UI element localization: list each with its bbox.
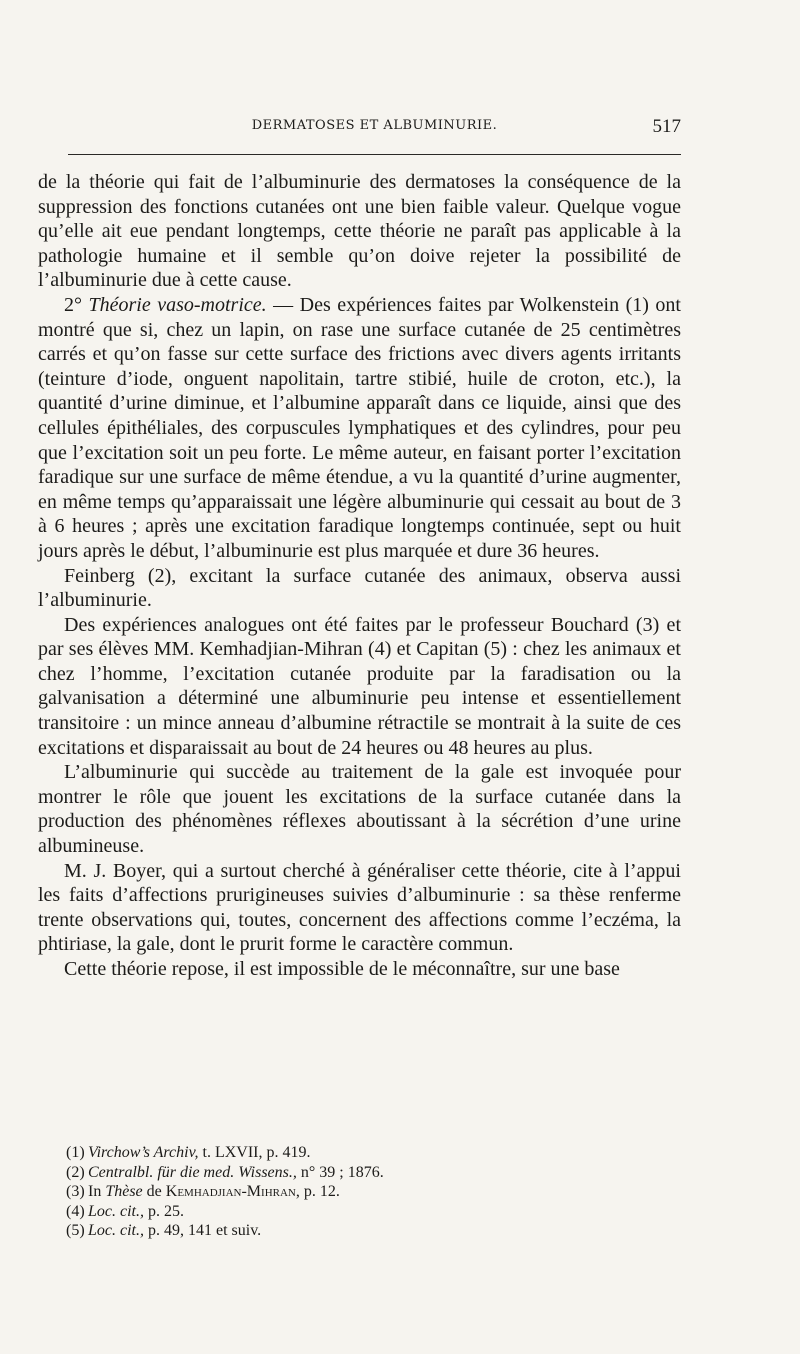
footnote-ref: , p. 12. — [295, 1183, 340, 1201]
footnote-5 — [66, 1221, 666, 1241]
footnote-3 — [66, 1182, 666, 1202]
paragraph-2-body: — Des expériences faites par Wolkenstein (1) ont montré que si, chez un lapin, on rase une surface cutanée de 25 centimètres carrés et qu’on fasse sur cette surface des frictions avec divers agents irritants (teinture d’iode, onguent napolitain, tartre stibié, huile de croton, etc.), la quantité d’urine diminue, et l’albumine apparaît dans ce liquide, ainsi que des cellules épithéliales, des corpuscules lymphatiques et des cylindres, pour peu que l’excitation soit un peu forte. Le même auteur, en faisant porter l’excitation faradique sur une surface de même étendue, a vu la quantité d’urine augmenter, en même temps qu’apparaissait une légère albuminurie qui cessait au bout de 3 à 6 heures ; après une excitation faradique longtemps continuée, sept ou huit jours après le début, l’albuminurie est plus marquée et dure 36 heures. — [38, 293, 681, 562]
footnote-mark: (4) — [66, 1202, 85, 1220]
footnote-source: Loc. cit., — [88, 1202, 144, 1220]
footnote-ref: p. 25. — [144, 1202, 184, 1220]
paragraph-7: Cette théorie repose, il est impossible de le méconnaître, sur une base — [64, 958, 620, 980]
page-number: 517 — [652, 116, 681, 137]
footnote-source: Thèse — [105, 1183, 143, 1201]
footnote-ref: n° 39 ; 1876. — [296, 1163, 384, 1181]
footnote-ref: t. LXVII, p. 419. — [198, 1144, 311, 1161]
footnote-mark: (2) — [66, 1163, 85, 1181]
running-head: DERMATOSES ET ALBUMINURIE. — [251, 118, 498, 133]
footnote-mark: (1) — [66, 1144, 85, 1161]
paragraph-1: de la théorie qui fait de l’albuminurie des dermatoses la conséquence de la suppression des fonctions cutanées ont une bien faible valeur. Quelque vogue qu’elle ait eue pendant longtemps, cette théorie ne paraît pas applicable à la pathologie humaine et il semble qu’on doive rejeter la possibilité de l’albuminurie due à cette cause. — [38, 171, 681, 292]
footnote-mid: de — [142, 1183, 166, 1201]
footnote-ref: p. 49, 141 et suiv. — [144, 1222, 262, 1240]
footnote-1 — [66, 1143, 666, 1163]
header-rule — [68, 154, 681, 155]
section-title: Théorie vaso-motrice. — [88, 293, 267, 316]
main-text — [38, 170, 681, 982]
footnote-4 — [66, 1202, 666, 1222]
footnotes — [66, 1143, 666, 1241]
footnote-source: Centralbl. für die med. Wissens., — [88, 1163, 297, 1181]
footnote-2 — [66, 1163, 666, 1183]
footnote-author: Kemhadjian-Mihran — [165, 1183, 296, 1201]
footnote-prefix: In — [88, 1183, 106, 1201]
paragraph-5: L’albuminurie qui succède au traitement de la gale est invoquée pour montrer le rôle que jouent les excitations de la surface cutanée dans la production des phénomènes réflexes aboutissant à la sécrétion d’une urine albumineuse. — [38, 761, 681, 858]
page-header — [68, 116, 681, 140]
footnote-source: Virchow’s Archiv, — [88, 1144, 199, 1161]
section-number: 2° — [64, 293, 89, 316]
footnote-mark: (3) — [66, 1183, 85, 1201]
footnote-mark: (5) — [66, 1222, 85, 1240]
paragraph-6: M. J. Boyer, qui a surtout cherché à généraliser cette théorie, cite à l’appui les faits d’affections prurigineuses suivies d’albuminurie : sa thèse renferme trente observations qui, toutes, concernent des affections comme l’eczéma, la phtiriase, la gale, dont le prurit forme le caractère commun. — [38, 859, 681, 956]
paragraph-4: Des expériences analogues ont été faites par le professeur Bouchard (3) et par ses élèves MM. Kemhadjian-Mihran (4) et Capitan (5) : chez les animaux et chez l’homme, l’excitation cutanée produite par la faradisation ou la galvanisation a déterminé une albuminurie peu intense et essentiellement transitoire : un mince anneau d’albumine rétractile se montrait à la suite de ces excitations et disparaissait au bout de 24 heures ou 48 heures au plus. — [38, 613, 681, 759]
paragraph-3: Feinberg (2), excitant la surface cutanée des animaux, observa aussi l’albuminurie. — [38, 564, 681, 612]
footnote-source: Loc. cit., — [88, 1222, 144, 1240]
paragraph-2 — [38, 293, 681, 564]
